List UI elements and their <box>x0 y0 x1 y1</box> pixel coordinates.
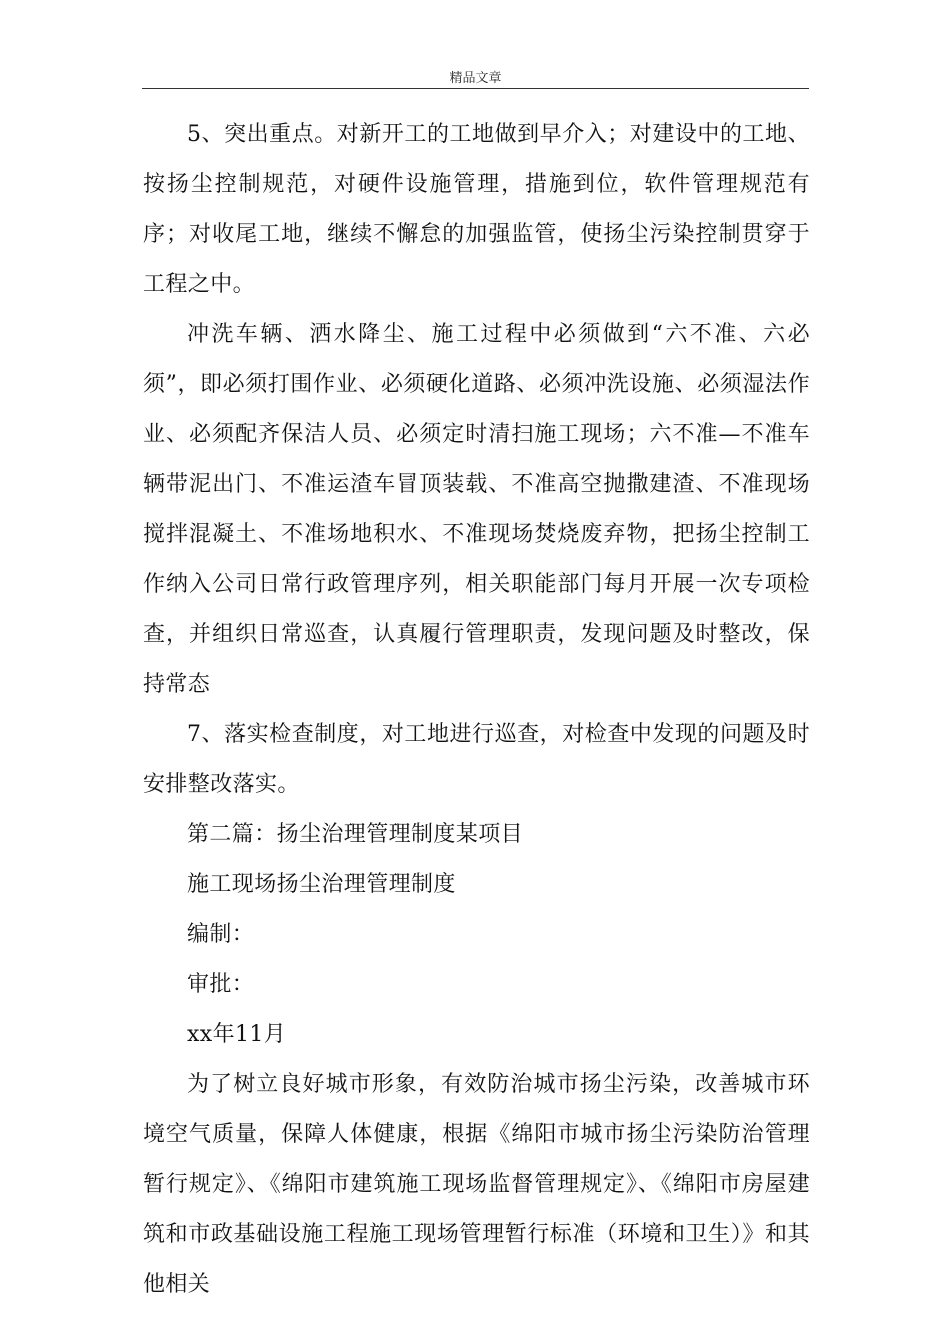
paragraph-six-rules: 冲洗车辆、洒水降尘、施工过程中必须做到“六不准、六必须”，即必须打围作业、必须硬化道路、必须冲洗设施、必须湿法作业、必须配齐保洁人员、必须定时清扫施工现场；六不准—不准车辆带泥出门、不准运渣车冒顶装载、不准高空抛撒建渣、不准现场搅拌混凝土、不准场地积水、不准现场焚烧废弃物，把扬尘控制工作纳入公司日常行政管理序列，相关职能部门每月开展一次专项检查，并组织日常巡查，认真履行管理职责，发现问题及时整改，保持常态 <box>143 322 810 697</box>
paragraph-item-7-inspection: 7、落实检查制度，对工地进行巡查，对检查中发现的问题及时安排整改落实。 <box>143 722 810 797</box>
document-date: xx年11月 <box>187 1022 287 1047</box>
document-title: 施工现场扬尘治理管理制度 <box>187 872 456 897</box>
paragraph-purpose: 为了树立良好城市形象，有效防治城市扬尘污染，改善城市环境空气质量，保障人体健康，根据《绵阳市城市扬尘污染防治管理暂行规定》、《绵阳市建筑施工现场监督管理规定》、《绵阳市房屋建筑和市政基础设施工程施工现场管理暂行标准（环境和卫生）》和其他相关 <box>143 1072 810 1297</box>
approved-by-label: 审批： <box>187 972 255 997</box>
page-header-title: 精品文章 <box>449 71 502 86</box>
paragraph-item-5-focus: 5、突出重点。对新开工的工地做到早介入；对建设中的工地、按扬尘控制规范，对硬件设施管理，措施到位，软件管理规范有序；对收尾工地，继续不懈怠的加强监管，使扬尘污染控制贯穿于工程之中。 <box>143 122 810 297</box>
section-heading-part-two: 第二篇：扬尘治理管理制度某项目 <box>187 822 524 847</box>
document-body <box>143 110 810 1310</box>
compiled-by-label: 编制： <box>187 922 255 947</box>
header-rule <box>142 88 809 89</box>
